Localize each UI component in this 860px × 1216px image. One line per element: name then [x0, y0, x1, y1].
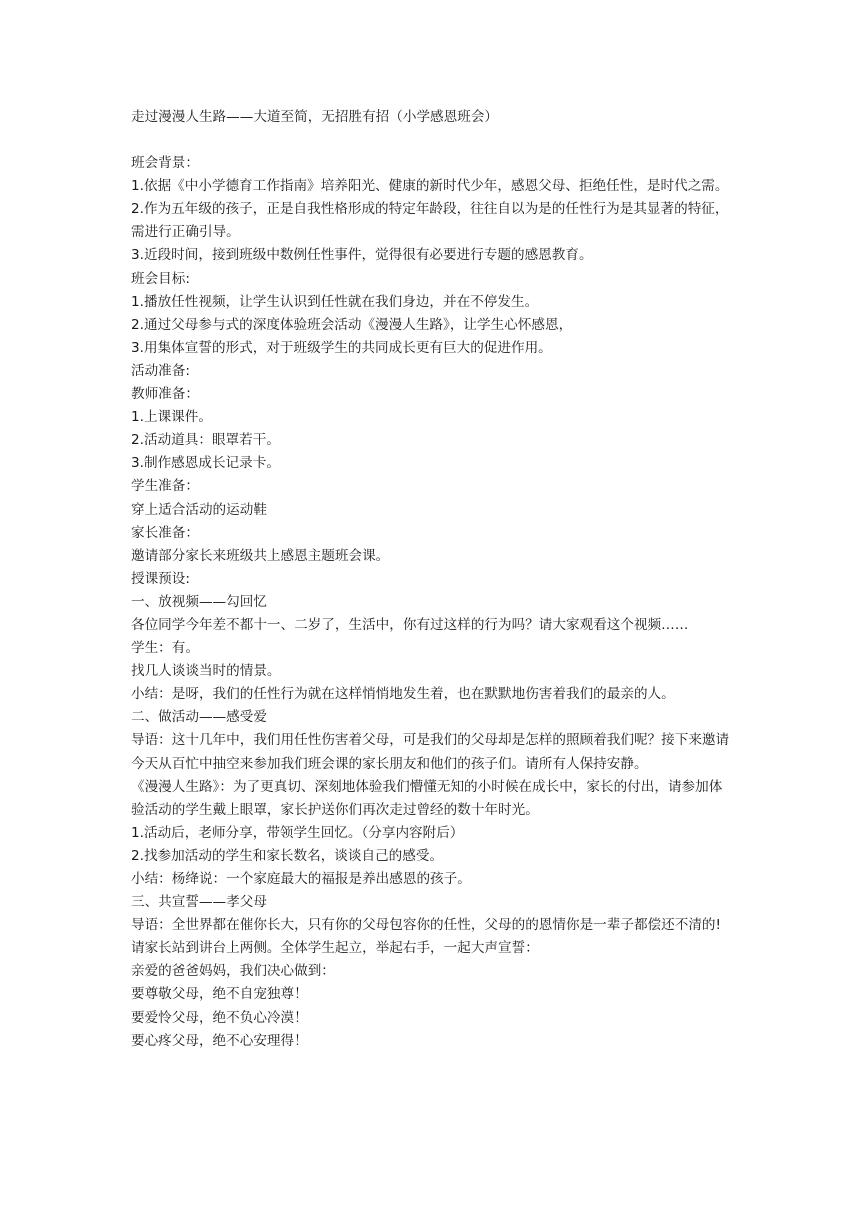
paragraph-line: 班会目标:	[131, 270, 190, 287]
paragraph-line: 授课预设:	[131, 570, 190, 587]
paragraph-line: 学生准备：	[131, 478, 199, 495]
paragraph-line: 3.用集体宣誓的形式，对于班级学生的共同成长更有巨大的促进作用。	[131, 339, 552, 356]
paragraph-line: 1.播放任性视频，让学生认识到任性就在我们身边，并在不停发生。	[131, 293, 539, 310]
paragraph-line: 《漫漫人生路》：为了更真切、深刻地体验我们懵懂无知的小时候在成长中，家长的付出，请参加体验活动的学生戴上眼罩，家长护送你们再次走过曾经的数十年时光。	[131, 778, 723, 818]
paragraph-line: 找几人谈谈当时的情景。	[131, 663, 281, 680]
paragraph-line: 2.通过父母参与式的深度体验班会活动《漫漫人生路》，让学生心怀感恩，	[131, 316, 573, 333]
paragraph-line: 请家长站到讲台上两侧。全体学生起立，举起右手，一起大声宣誓：	[131, 940, 539, 957]
paragraph-line: 导语：这十几年中，我们用任性伤害着父母，可是我们的父母却是怎样的照顾着我们呢？接下来邀请今天从百忙中抽空来参加我们班会课的家长朋友和他们的孩子们。请所有人保持安静。	[131, 732, 730, 772]
paragraph-line: 要心疼父母，绝不心安理得！	[131, 1032, 308, 1049]
paragraph-line: 一、放视频——勾回忆	[131, 593, 267, 610]
paragraph-line: 1.上课课件。	[131, 409, 212, 426]
paragraph-line: 2.找参加活动的学生和家长数名，谈谈自己的感受。	[131, 847, 444, 864]
paragraph-line: 学生：有。	[131, 640, 199, 657]
paragraph-line: 要爱怜父母，绝不负心冷漠！	[131, 1009, 308, 1026]
paragraph-line: 2.活动道具：眼罩若干。	[131, 432, 280, 449]
paragraph-line: 各位同学今年差不都十一、二岁了，生活中，你有过这样的行为吗？请大家观看这个视频……	[131, 616, 689, 633]
document-title: 走过漫漫人生路——大道至简，无招胜有招（小学感恩班会）	[131, 109, 499, 125]
paragraph-line: 小结：是呀，我们的任性行为就在这样悄悄地发生着，也在默默地伤害着我们的最亲的人。	[131, 686, 675, 703]
paragraph-line: 3.近段时间，接到班级中数例任性事件，觉得很有必要进行专题的感恩教育。	[131, 247, 593, 264]
paragraph-line: 1.依据《中小学德育工作指南》培养阳光、健康的新时代少年，感恩父母、拒绝任性，是时代之需。	[131, 178, 729, 195]
paragraph-line: 亲爱的爸爸妈妈，我们决心做到：	[131, 963, 335, 980]
paragraph-line: 导语：全世界都在催你长大，只有你的父母包容你的任性，父母的的恩情你是一辈子都偿还不清的!	[131, 917, 721, 934]
document-body	[131, 106, 731, 1053]
paragraph-line: 1.活动后，老师分享，带领学生回忆。（分享内容附后）	[131, 824, 464, 841]
paragraph-line: 3.制作感恩成长记录卡。	[131, 455, 280, 472]
paragraph-line: 教师准备：	[131, 386, 199, 403]
paragraph-line: 穿上适合活动的运动鞋	[131, 501, 267, 518]
paragraph-line: 家长准备：	[131, 524, 199, 541]
paragraph-line: 要尊敬父母，绝不自宠独尊！	[131, 986, 308, 1003]
paragraph-line: 三、共宣誓——孝父母	[131, 894, 267, 911]
paragraph-line: 小结：杨绛说：一个家庭最大的福报是养出感恩的孩子。	[131, 871, 471, 887]
paragraph-line: 2.作为五年级的孩子，正是自我性格形成的特定年龄段，往往自以为是的任性行为是其显著的特征，需进行正确引导。	[131, 201, 729, 241]
document-lines	[131, 152, 731, 1053]
paragraph-line: 邀请部分家长来班级共上感恩主题班会课。	[131, 547, 390, 564]
paragraph-line: 二、做活动——感受爱	[131, 709, 267, 726]
paragraph-line: 班会背景：	[131, 155, 199, 172]
paragraph-line: 活动准备:	[131, 362, 190, 379]
